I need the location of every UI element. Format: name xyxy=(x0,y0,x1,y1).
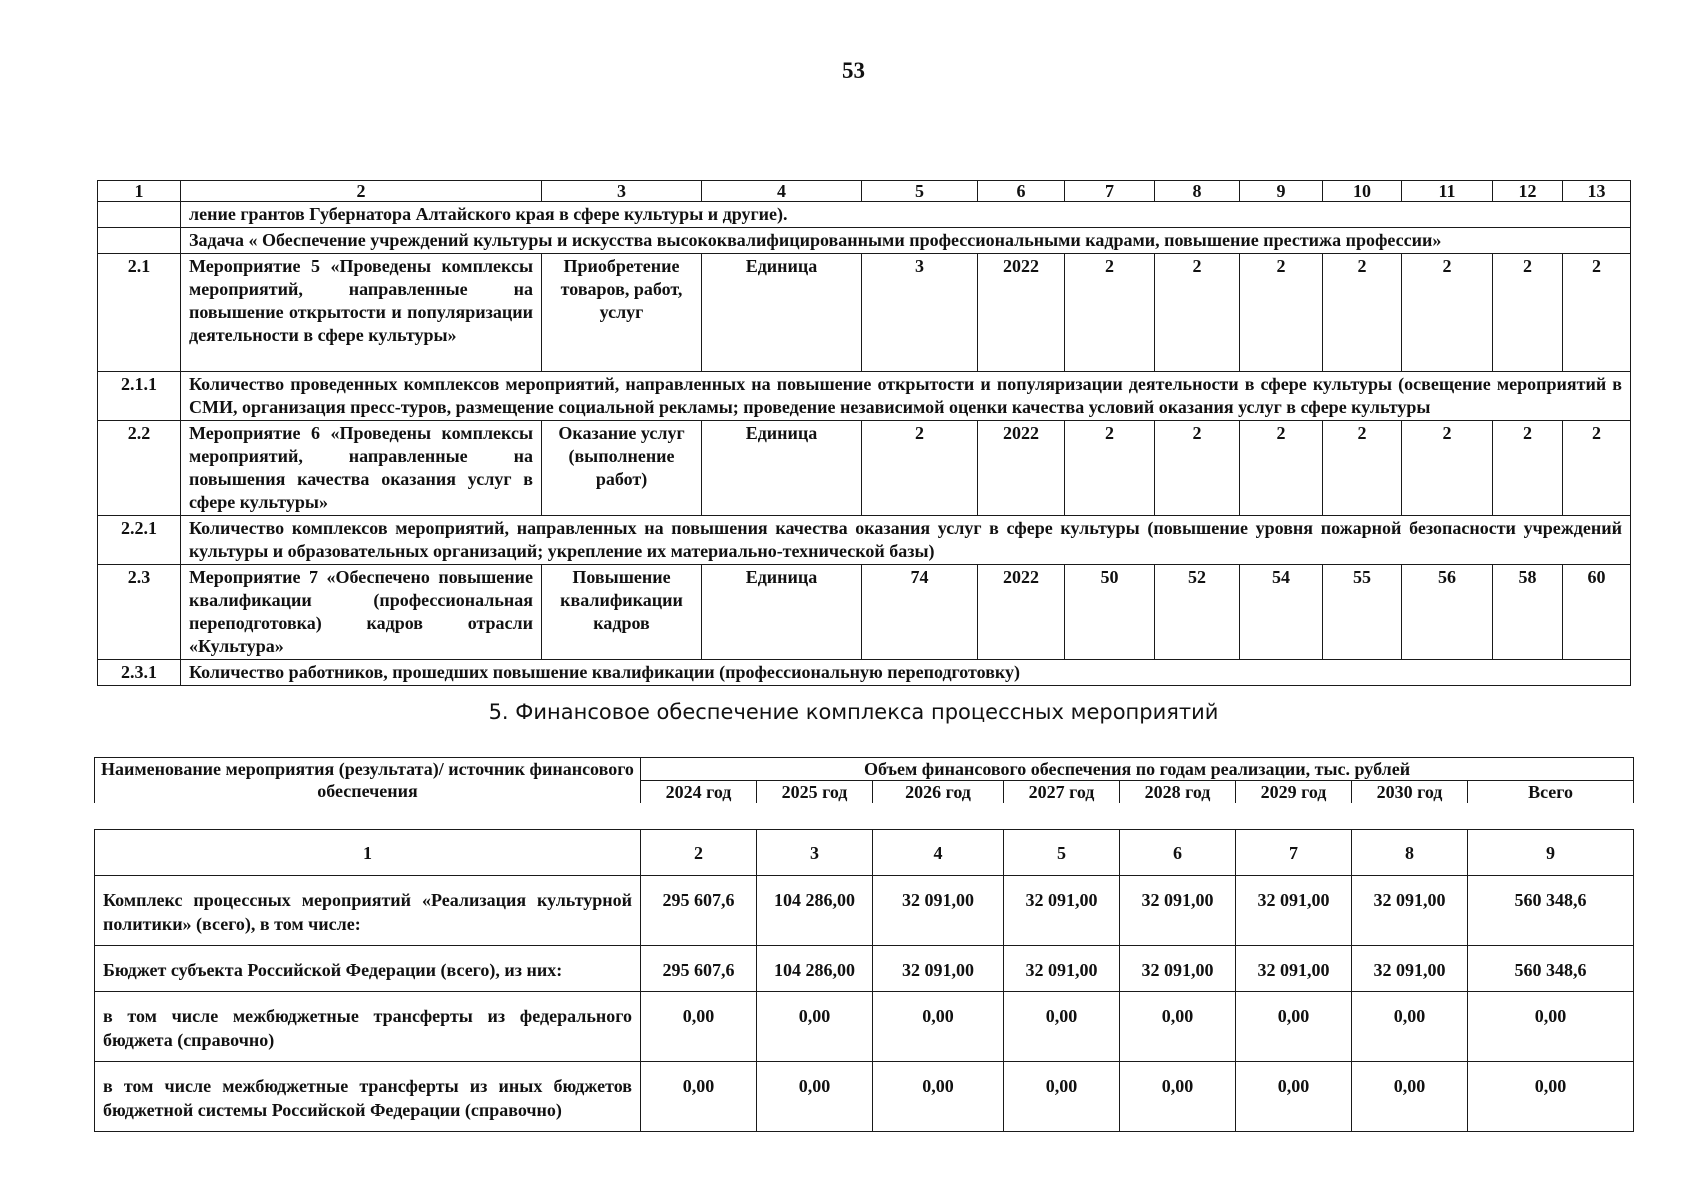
column-number-row xyxy=(95,830,1634,876)
year-value: 2 xyxy=(1402,421,1493,516)
measures-table xyxy=(97,180,1631,686)
year-value: 60 xyxy=(1563,565,1631,660)
col-number: 9 xyxy=(1468,830,1634,876)
year-header: 2029 год xyxy=(1236,781,1352,804)
col-header: 8 xyxy=(1155,181,1240,202)
year-value: 2 xyxy=(1065,254,1155,372)
total-header: Всего xyxy=(1468,781,1634,804)
year-value: 2 xyxy=(1563,254,1631,372)
value-cell: 295 607,6 xyxy=(641,946,757,992)
col-number: 8 xyxy=(1352,830,1468,876)
page-number: 53 xyxy=(842,58,865,83)
col-header: 12 xyxy=(1493,181,1563,202)
col-number: 2 xyxy=(641,830,757,876)
col-header: 10 xyxy=(1323,181,1402,202)
value-cell: 0,00 xyxy=(1004,1062,1120,1132)
year-value: 2 xyxy=(1155,254,1240,372)
value-cell: 0,00 xyxy=(1236,1062,1352,1132)
col-number: 7 xyxy=(1236,830,1352,876)
base-value: 2 xyxy=(862,421,978,516)
col-header: 7 xyxy=(1065,181,1155,202)
row-number: 2.2.1 xyxy=(98,516,181,565)
value-cell: 0,00 xyxy=(641,992,757,1062)
task-row xyxy=(98,228,1631,254)
year-value: 2 xyxy=(1240,421,1323,516)
value-cell: 32 091,00 xyxy=(1236,876,1352,946)
continuation-row xyxy=(98,202,1631,228)
row-number: 2.3.1 xyxy=(98,660,181,686)
total-cell: 560 348,6 xyxy=(1468,876,1634,946)
value-cell: 104 286,00 xyxy=(757,876,873,946)
unit: Единица xyxy=(702,421,862,516)
year-value: 2 xyxy=(1323,421,1402,516)
name-column-header: Наименование мероприятия (результата)/ источник финансового обеспечения xyxy=(95,758,641,804)
table-row xyxy=(98,565,1631,660)
indicator-text: Количество проведенных комплексов мероприятий, направленных на повышение открытости и популяризации деятельности в сфере культуры (освещение мероприятий в СМИ, организация пресс-туров, размещение социальной рекламы; проведение независимой оценки качества условий оказания услуг в сфере культуры xyxy=(181,372,1631,421)
year-value: 52 xyxy=(1155,565,1240,660)
value-cell: 32 091,00 xyxy=(1352,946,1468,992)
row-name: в том числе межбюджетные трансферты из федерального бюджета (справочно) xyxy=(95,992,641,1062)
measure-type: Повышение квалификации кадров xyxy=(542,565,702,660)
col-number: 5 xyxy=(1004,830,1120,876)
year-value: 2 xyxy=(1065,421,1155,516)
row-name: Бюджет субъекта Российской Федерации (всего), из них: xyxy=(95,946,641,992)
row-number: 2.2 xyxy=(98,421,181,516)
value-cell: 0,00 xyxy=(873,1062,1004,1132)
table-row xyxy=(95,876,1634,946)
value-cell: 32 091,00 xyxy=(1120,876,1236,946)
row-number: 2.1.1 xyxy=(98,372,181,421)
base-year: 2022 xyxy=(978,421,1065,516)
section-title: 5. Финансовое обеспечение комплекса процессных мероприятий xyxy=(488,700,1219,724)
value-cell: 32 091,00 xyxy=(1352,876,1468,946)
year-value: 2 xyxy=(1402,254,1493,372)
col-header: 1 xyxy=(98,181,181,202)
year-value: 2 xyxy=(1493,254,1563,372)
year-value: 55 xyxy=(1323,565,1402,660)
base-year: 2022 xyxy=(978,565,1065,660)
value-cell: 32 091,00 xyxy=(873,876,1004,946)
year-value: 2 xyxy=(1563,421,1631,516)
value-cell: 0,00 xyxy=(1120,992,1236,1062)
row-name: в том числе межбюджетные трансферты из иных бюджетов бюджетной системы Российской Федерации (справочно) xyxy=(95,1062,641,1132)
col-number: 4 xyxy=(873,830,1004,876)
year-value: 2 xyxy=(1155,421,1240,516)
table-row xyxy=(98,516,1631,565)
row-number: 2.1 xyxy=(98,254,181,372)
total-cell: 0,00 xyxy=(1468,1062,1634,1132)
col-header: 4 xyxy=(702,181,862,202)
year-header: 2026 год xyxy=(873,781,1004,804)
value-cell: 104 286,00 xyxy=(757,946,873,992)
col-header: 2 xyxy=(181,181,542,202)
row-name: Комплекс процессных мероприятий «Реализация культурной политики» (всего), в том числе: xyxy=(95,876,641,946)
value-cell: 0,00 xyxy=(1120,1062,1236,1132)
unit: Единица xyxy=(702,254,862,372)
measure-name: Мероприятие 6 «Проведены комплексы мероприятий, направленные на повышения качества оказания услуг в сфере культуры» xyxy=(181,421,542,516)
year-value: 2 xyxy=(1323,254,1402,372)
value-cell: 0,00 xyxy=(757,1062,873,1132)
row-number: 2.3 xyxy=(98,565,181,660)
year-value: 54 xyxy=(1240,565,1323,660)
value-cell: 32 091,00 xyxy=(1004,946,1120,992)
measure-name: Мероприятие 7 «Обеспечено повышение квалификации (профессиональная переподготовка) кадров отрасли «Культура» xyxy=(181,565,542,660)
value-cell: 32 091,00 xyxy=(1120,946,1236,992)
year-value: 50 xyxy=(1065,565,1155,660)
year-header: 2027 год xyxy=(1004,781,1120,804)
indicator-text: Количество комплексов мероприятий, направленных на повышения качества оказания услуг в сфере культуры (повышение уровня пожарной безопасности учреждений культуры и образовательных организаций; укрепление их материально-технической базы) xyxy=(181,516,1631,565)
value-cell: 0,00 xyxy=(757,992,873,1062)
value-cell: 32 091,00 xyxy=(873,946,1004,992)
measure-type: Оказание услуг (выполнение работ) xyxy=(542,421,702,516)
measure-name: Мероприятие 5 «Проведены комплексы мероприятий, направленные на повышение открытости и популяризации деятельности в сфере культуры» xyxy=(181,254,542,372)
column-number-row xyxy=(98,181,1631,202)
finance-table xyxy=(94,829,1634,1132)
year-value: 2 xyxy=(1493,421,1563,516)
value-cell: 32 091,00 xyxy=(1004,876,1120,946)
table-row xyxy=(98,421,1631,516)
col-header: 11 xyxy=(1402,181,1493,202)
value-cell: 0,00 xyxy=(641,1062,757,1132)
base-value: 3 xyxy=(862,254,978,372)
continuation-text: ление грантов Губернатора Алтайского края в сфере культуры и другие). xyxy=(181,202,1631,228)
indicator-text: Количество работников, прошедших повышение квалификации (профессиональную переподготовку) xyxy=(181,660,1631,686)
table-row xyxy=(95,946,1634,992)
finance-header-table xyxy=(94,757,1634,803)
value-cell: 295 607,6 xyxy=(641,876,757,946)
year-value: 2 xyxy=(1240,254,1323,372)
table-row xyxy=(95,992,1634,1062)
year-header: 2025 год xyxy=(757,781,873,804)
unit: Единица xyxy=(702,565,862,660)
value-cell: 0,00 xyxy=(873,992,1004,1062)
base-value: 74 xyxy=(862,565,978,660)
total-cell: 0,00 xyxy=(1468,992,1634,1062)
measure-type: Приобретение товаров, работ, услуг xyxy=(542,254,702,372)
value-cell: 0,00 xyxy=(1352,992,1468,1062)
table-row xyxy=(98,372,1631,421)
task-text: Задача « Обеспечение учреждений культуры и искусства высококвалифицированными профессиональными кадрами, повышение престижа профессии» xyxy=(181,228,1631,254)
col-number: 3 xyxy=(757,830,873,876)
year-header: 2028 год xyxy=(1120,781,1236,804)
table-row xyxy=(98,660,1631,686)
total-cell: 560 348,6 xyxy=(1468,946,1634,992)
value-cell: 32 091,00 xyxy=(1236,946,1352,992)
col-header: 9 xyxy=(1240,181,1323,202)
year-header: 2030 год xyxy=(1352,781,1468,804)
col-header: 6 xyxy=(978,181,1065,202)
table-row xyxy=(98,254,1631,372)
year-header: 2024 год xyxy=(641,781,757,804)
col-header: 3 xyxy=(542,181,702,202)
col-header: 13 xyxy=(1563,181,1631,202)
value-cell: 0,00 xyxy=(1352,1062,1468,1132)
col-number: 1 xyxy=(95,830,641,876)
col-header: 5 xyxy=(862,181,978,202)
table-row xyxy=(95,1062,1634,1132)
col-number: 6 xyxy=(1120,830,1236,876)
year-value: 56 xyxy=(1402,565,1493,660)
value-cell: 0,00 xyxy=(1004,992,1120,1062)
volume-header: Объем финансового обеспечения по годам реализации, тыс. рублей xyxy=(641,758,1634,781)
value-cell: 0,00 xyxy=(1236,992,1352,1062)
year-value: 58 xyxy=(1493,565,1563,660)
base-year: 2022 xyxy=(978,254,1065,372)
